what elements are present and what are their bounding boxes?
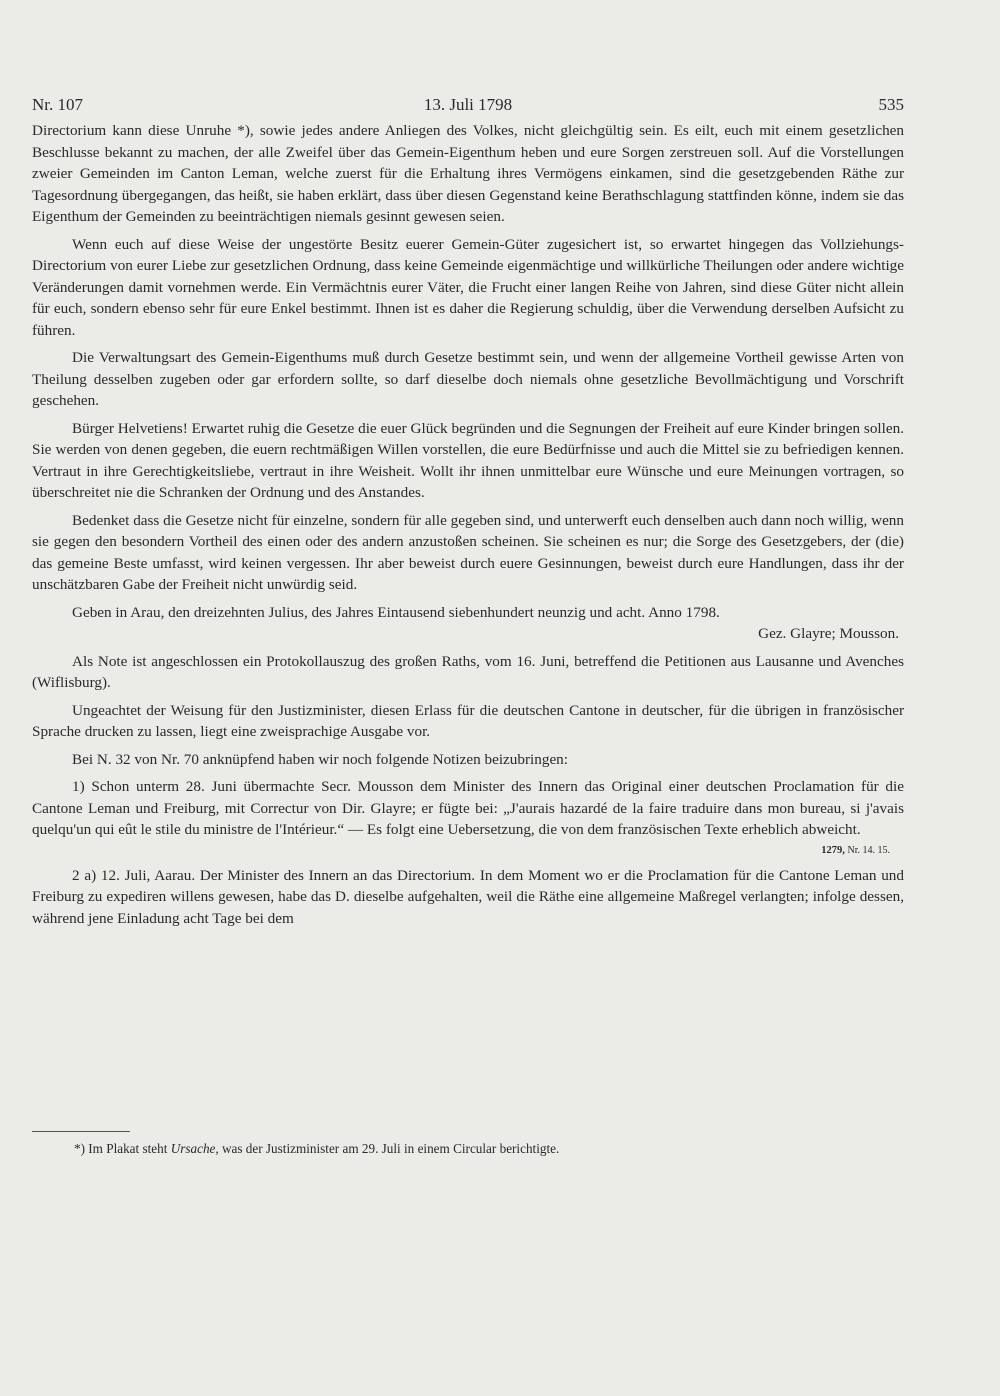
footnote-divider [32,1131,130,1132]
footnote-prefix: *) Im Plakat steht [74,1141,171,1156]
paragraph: Wenn euch auf diese Weise der ungestörte Besitz euerer Gemein-Güter zugesichert ist, so erwartet hingegen das Vollziehungs-Directorium von eurer Liebe zur gesetzlichen Ordnung, dass keine Gemeinde eigenmächtige und willkürliche Theilungen oder andere wichtige Veränderungen damit vornehmen werde. Ein Vermächtnis eurer Väter, die Frucht einer langen Reihe von Jahren, sind diese Güter nicht allein für euch, sondern ebenso sehr für eure Enkel bestimmt. Ihnen ist es daher die Regierung schuldig, über die Verwendung derselben Aufsicht zu führen. [32,235,904,339]
paragraph: Geben in Arau, den dreizehnten Julius, des Jahres Eintausend siebenhundert neunzig und acht. Anno 1798. [72,603,720,621]
document-number: Nr. 107 [32,95,83,114]
page-header [32,95,904,117]
paragraph: Bürger Helvetiens! Erwartet ruhig die Gesetze die euer Glück begründen und die Segnungen der Freiheit auf eure Kinder bringen sollen. Sie werden von denen gegeben, die euern rechtmäßigen Willen vorstellen, die eure Bedürfnisse und auch die Mittel sie zu befriedigen kennen. Vertraut in ihre Gerechtigkeitsliebe, vertraut in ihre Weisheit. Wollt ihr ihnen unmittelbar eure Wünsche und eure Meinungen vortragen, so überschreitet nie die Schranken der Ordnung und des Anstandes. [32,419,904,501]
paragraph: Bei N. 32 von Nr. 70 anknüpfend haben wir noch folgende Notizen beizubringen: [72,750,568,768]
paragraph: 1) Schon unterm 28. Juni übermachte Secr. Mousson dem Minister des Innern das Original einer deutschen Proclamation für die Cantone Leman und Freiburg, mit Correctur von Dir. Glayre; er fügte bei: „J'aurais hazardé de la faire traduire dans mon bureau, si j'avais quelqu'un qui eût le stile du ministre de l'Intérieur.“ — Es folgt eine Uebersetzung, die von dem französischen Texte erheblich abweicht. [32,778,904,838]
paragraph: Bedenket dass die Gesetze nicht für einzelne, sondern für alle gegeben sind, und unterwerft euch denselben auch dann noch willig, wenn sie gegen den besondern Vortheil des einen oder des andern anzustoßen scheinen. Sie scheinen es nur; die Sorge des Gesetzgebers, der (die) das gemeine Beste umfasst, wird keinen vergessen. Ihr aber beweist durch euere Gesinnungen, beweist durch eure Handlungen, dass ihr der unschätzbaren Gabe der Freiheit nicht unwürdig seid. [32,511,904,593]
footnote [74,1140,854,1158]
source-reference [32,843,904,859]
paragraph: 2 a) 12. Juli, Aarau. Der Minister des Innern an das Directorium. In dem Moment wo er die Proclamation für die Cantone Leman und Freiburg zu expediren willens gewesen, habe das D. dieselbe aufgehalten, weil die Räthe eine allgemeine Maßregel verlangten; infolge dessen, während jene Einladung acht Tage bei dem [32,866,904,927]
paragraph: Directorium kann diese Unruhe *), sowie jedes andere Anliegen des Volkes, nicht gleichgültig sein. Es eilt, euch mit einem gesetzlichen Beschlusse bekannt zu machen, der alle Zweifel über das Gemein-Eigenthum heben und eure Sorgen zerstreuen soll. Auf die Vorstellungen zweier Gemeinden im Canton Leman, welche zuerst für die Erhaltung ihres Vermögens einkamen, sind die gesetzgebenden Räthe zur Tagesordnung übergegangen, das heißt, sie haben erklärt, dass über diesen Gegenstand keine Berathschlagung stattfinden könne, indem sie das Eigenthum der Gemeinden zu beeinträchtigen niemals gesinnt gewesen seien. [32,122,904,225]
signature: Gez. Glayre; Mousson. [758,625,899,642]
reference-number: 1279, [821,844,845,856]
page-number: 535 [878,95,904,114]
reference-detail: Nr. 14. 15. [847,844,890,856]
paragraph: Ungeachtet der Weisung für den Justizminister, diesen Erlass für die deutschen Cantone in deutscher, für die übrigen in französischer Sprache drucken zu lassen, liegt eine zweisprachige Ausgabe vor. [32,701,904,740]
paragraph: Die Verwaltungsart des Gemein-Eigenthums muß durch Gesetze bestimmt sein, und wenn der allgemeine Vortheil gewisse Arten von Theilung desselben zugeben oder gar erfordern sollte, so darf dieselbe doch niemals ohne gesetzliche Bevollmächtigung und Vorschrift geschehen. [32,349,904,409]
footnote-italic: Ursache, [170,1141,219,1156]
paragraph: Als Note ist angeschlossen ein Protokollauszug des großen Raths, vom 16. Juni, betreffend die Petitionen aus Lausanne und Avenches (Wiflisburg). [32,652,904,691]
document-date: 13. Juli 1798 [423,95,513,114]
footnote-suffix: was der Justizminister am 29. Juli in einem Circular berichtigte. [218,1141,560,1156]
page-body [32,120,904,935]
